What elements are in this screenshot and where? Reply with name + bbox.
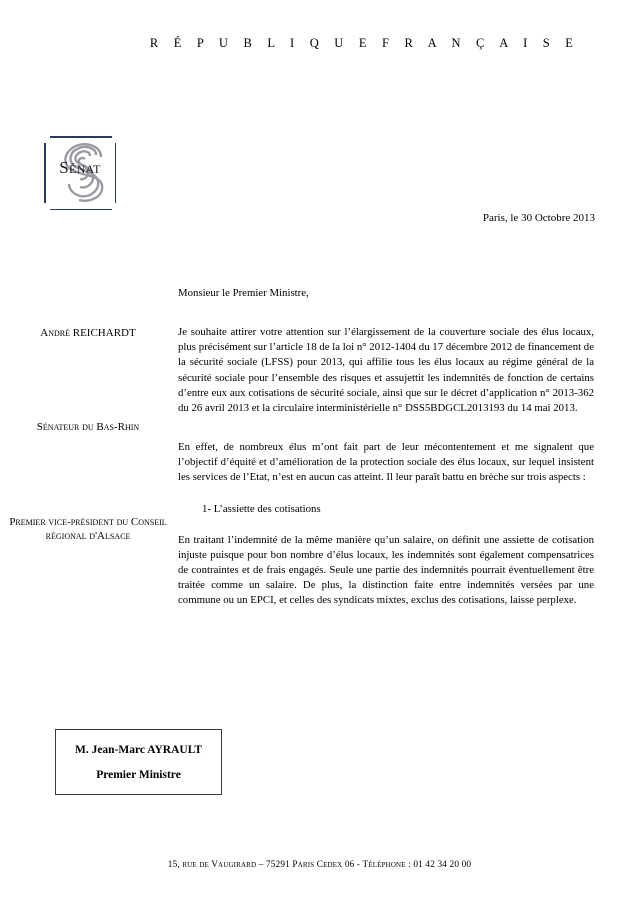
sender-office-block	[4, 515, 172, 543]
spacer	[178, 517, 594, 533]
salutation: Monsieur le Premier Ministre,	[178, 287, 309, 299]
senat-wordmark: Sénat	[59, 158, 101, 177]
spacer	[178, 486, 594, 502]
spacer	[178, 301, 594, 325]
logo-rule-top	[50, 136, 112, 138]
sender-role: Sénateur du Bas-Rhin	[36, 421, 140, 433]
sender-office: Premier vice-président du Conseil régional d'Alsace	[9, 516, 167, 543]
recipient-title: Premier Ministre	[96, 768, 181, 781]
sender-name: André REICHARDT	[40, 327, 136, 339]
page-footer: 15, rue de Vaugirard – 75291 Paris Cedex 06 - Téléphone : 01 42 34 20 00	[167, 860, 472, 870]
sender-name-block	[4, 326, 172, 340]
senat-logo	[44, 136, 116, 210]
logo-rule-bottom	[50, 209, 112, 211]
paragraph-3: En traitant l’indemnité de la même manière qu’un salaire, on définit une assiette de cotisation injuste puisque pour bon nombre d’élus locaux, les indemnités sont également compensatrices de contraintes et de frais engagés. Seule une partie des indemnités pourrait éventuellement être traitée comme un salaire. De plus, la distinction faite entre indemnités versées par une commune ou un EPCI, et celles des syndicats mixtes, exclus des cotisations, laisse perplexe.	[178, 533, 594, 607]
recipient-name: M. Jean-Marc AYRAULT	[74, 743, 203, 756]
section-heading-1: 1- L’assiette des cotisations	[202, 502, 321, 515]
paragraph-1: Je souhaite attirer votre attention sur l’élargissement de la couverture sociale des élus locaux, plus précisément sur l’article 18 de la loi n° 2012-1404 du 17 décembre 2012 de financement de la sécurité sociale (LFSS) pour 2013, qui affilie tous les élus locaux au régime général de la sécurité sociale pour l’ensemble des risques et assujettit les indemnités de fonction de certains d’entre eux aux cotisations de sécurité sociale, ainsi que sur le décret d’application n° 2013-362 du 26 avril 2013 et la circulaire interministérielle n° DSS5BDGCL2013193 du 14 mai 2013.	[178, 326, 594, 414]
sender-role-block	[4, 420, 172, 434]
spacer	[178, 416, 594, 440]
paragraph-2: En effet, de nombreux élus m’ont fait part de leur mécontentement et me signalent que l’objectif d’équité et d’amélioration de la protection sociale des élus locaux, sur lequel insistent les services de l’Etat, n’est en aucun cas atteint. Il leur paraît battu en brèche sur trois aspects :	[178, 441, 594, 484]
recipient-box	[55, 729, 222, 795]
letter-body	[178, 286, 594, 609]
date-line: Paris, le 30 Octobre 2013	[482, 212, 595, 224]
page-title: R É P U B L I Q U E F R A N Ç A I S E	[149, 36, 580, 50]
